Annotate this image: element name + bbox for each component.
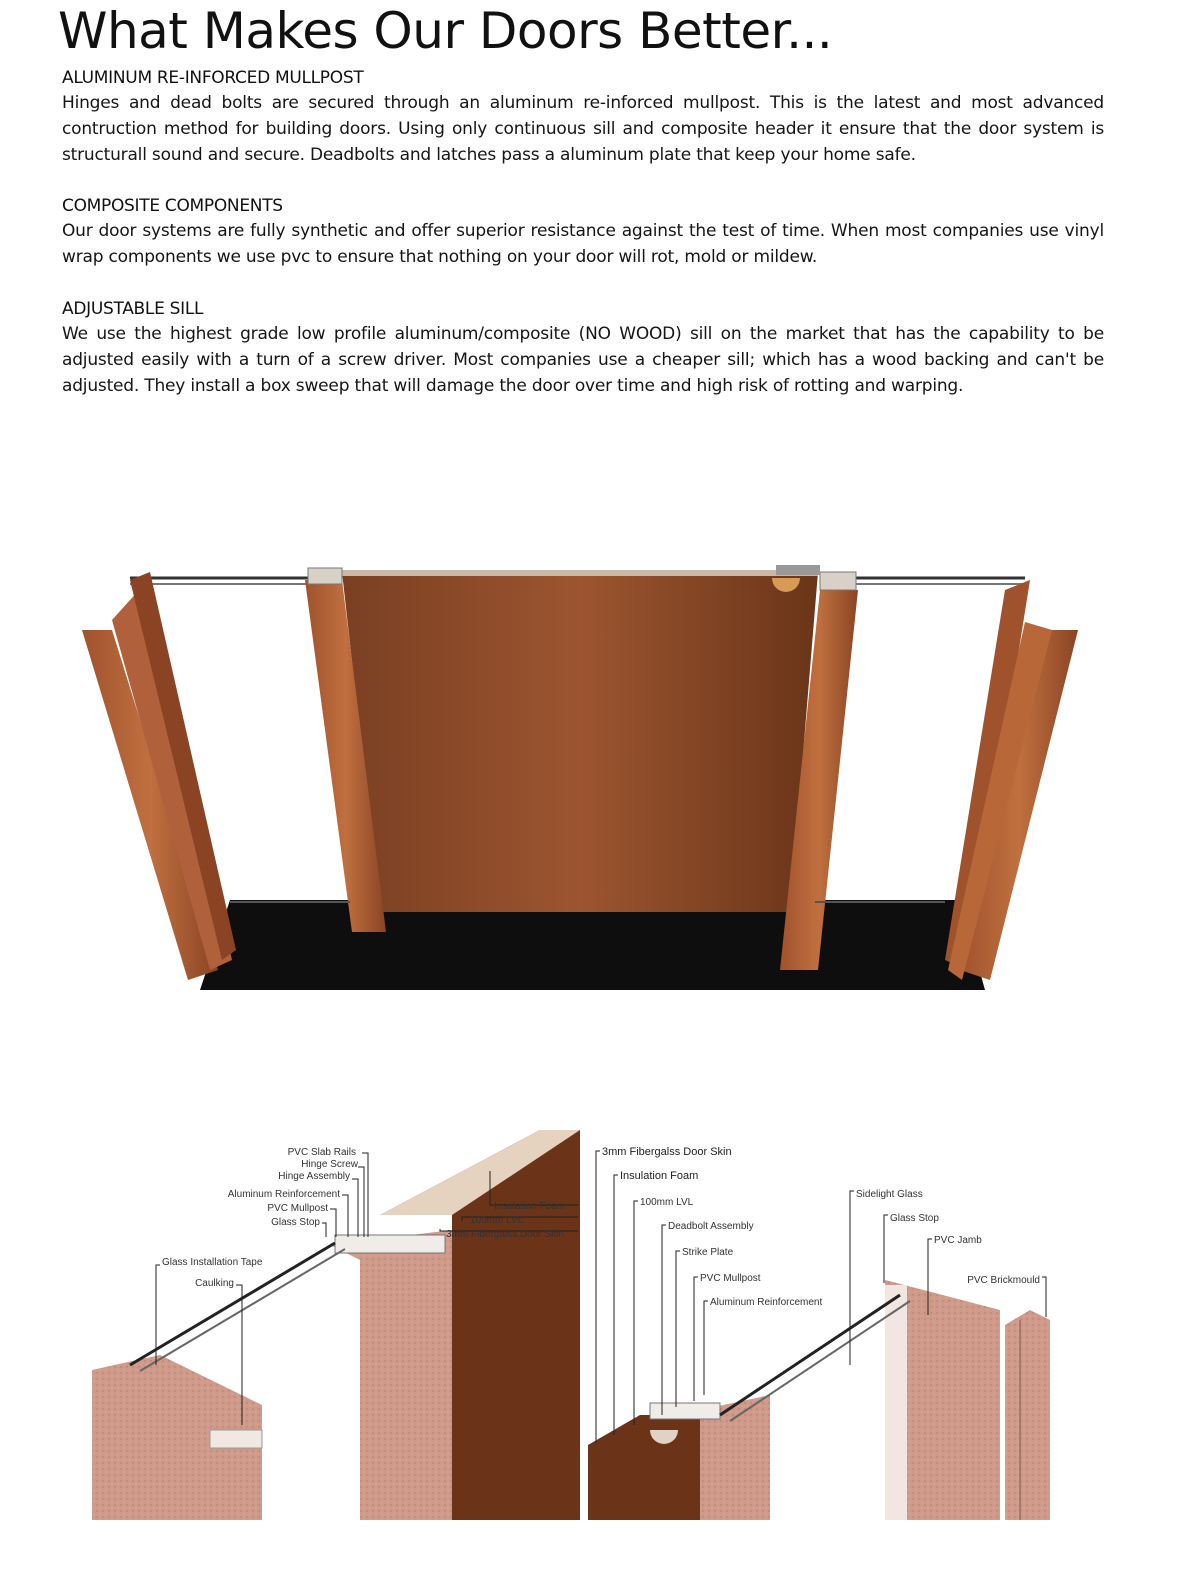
brickmould-right [1005, 1310, 1050, 1520]
label-pvc-slab-rails: PVC Slab Rails [287, 1147, 356, 1158]
construction-detail-diagram [0, 1125, 1204, 1535]
sill [200, 900, 985, 990]
page-title: What Makes Our Doors Better... [58, 2, 833, 60]
label-hinge-assembly: Hinge Assembly [278, 1171, 350, 1182]
label-pvc-mullpost-right: PVC Mullpost [700, 1273, 761, 1284]
label-pvc-jamb: PVC Jamb [934, 1235, 982, 1246]
label-insulation-foam-right: Insulation Foam [620, 1170, 699, 1182]
label-fiberglass-skin: 3mm Fibergalss Door Skin [446, 1229, 564, 1240]
label-lvl: 100mm LVL [470, 1215, 524, 1226]
label-glass-stop: Glass Stop [271, 1217, 320, 1228]
door-slab-section-right [588, 1415, 700, 1520]
section-heading: ADJUSTABLE SILL [62, 299, 204, 319]
door-system-illustration [0, 550, 1204, 1000]
section-body: We use the highest grade low profile aluminum/composite (NO WOOD) sill on the market that has the capability to be adjusted easily with a turn of a screw driver. Most companies use a cheaper sill; which has a wood backing and can't be adjusted. They install a box sweep that will damage the door over time and high risk of rotting and warping. [62, 324, 1104, 396]
label-glass-stop-right: Glass Stop [890, 1213, 939, 1224]
label-sidelight-glass: Sidelight Glass [856, 1189, 923, 1200]
label-pvc-mullpost: PVC Mullpost [267, 1203, 328, 1214]
section-sill [62, 299, 1104, 399]
label-strike-plate: Strike Plate [682, 1247, 734, 1258]
door-slab [342, 572, 818, 912]
label-hinge-screw: Hinge Screw [301, 1159, 358, 1170]
label-caulking: Caulking [195, 1278, 234, 1289]
section-heading: COMPOSITE COMPONENTS [62, 196, 283, 216]
label-lvl-right: 100mm LVL [640, 1197, 694, 1208]
label-insulation-foam: Insulation Foam [494, 1201, 566, 1212]
section-composite [62, 196, 1104, 270]
mullpost-block [330, 1230, 452, 1520]
label-glass-installation-tape: Glass Installation Tape [162, 1257, 263, 1268]
section-body: Hinges and dead bolts are secured through an aluminum re-inforced mullpost. This is the latest and most advanced contruction method for building doors. Using only continuous sill and composite header it ensure that the door system is structurall sound and secure. Deadbolts and latches pass a aluminum plate that keep your home safe. [62, 93, 1104, 165]
section-mullpost [62, 68, 1104, 168]
section-body: Our door systems are fully synthetic and offer superior resistance against the test of time. When most companies use vinyl wrap components we use pvc to ensure that nothing on your door will rot, mold or mildew. [62, 221, 1104, 267]
label-deadbolt-assembly: Deadbolt Assembly [668, 1221, 754, 1232]
label-aluminum-reinforcement-right: Aluminum Reinforcement [710, 1297, 823, 1308]
label-aluminum-reinforcement: Aluminum Reinforcement [227, 1189, 340, 1200]
label-fiberglass-skin-right: 3mm Fibergalss Door Skin [602, 1146, 732, 1158]
label-pvc-brickmould: PVC Brickmould [967, 1275, 1040, 1286]
section-heading: ALUMINUM RE-INFORCED MULLPOST [62, 68, 364, 88]
